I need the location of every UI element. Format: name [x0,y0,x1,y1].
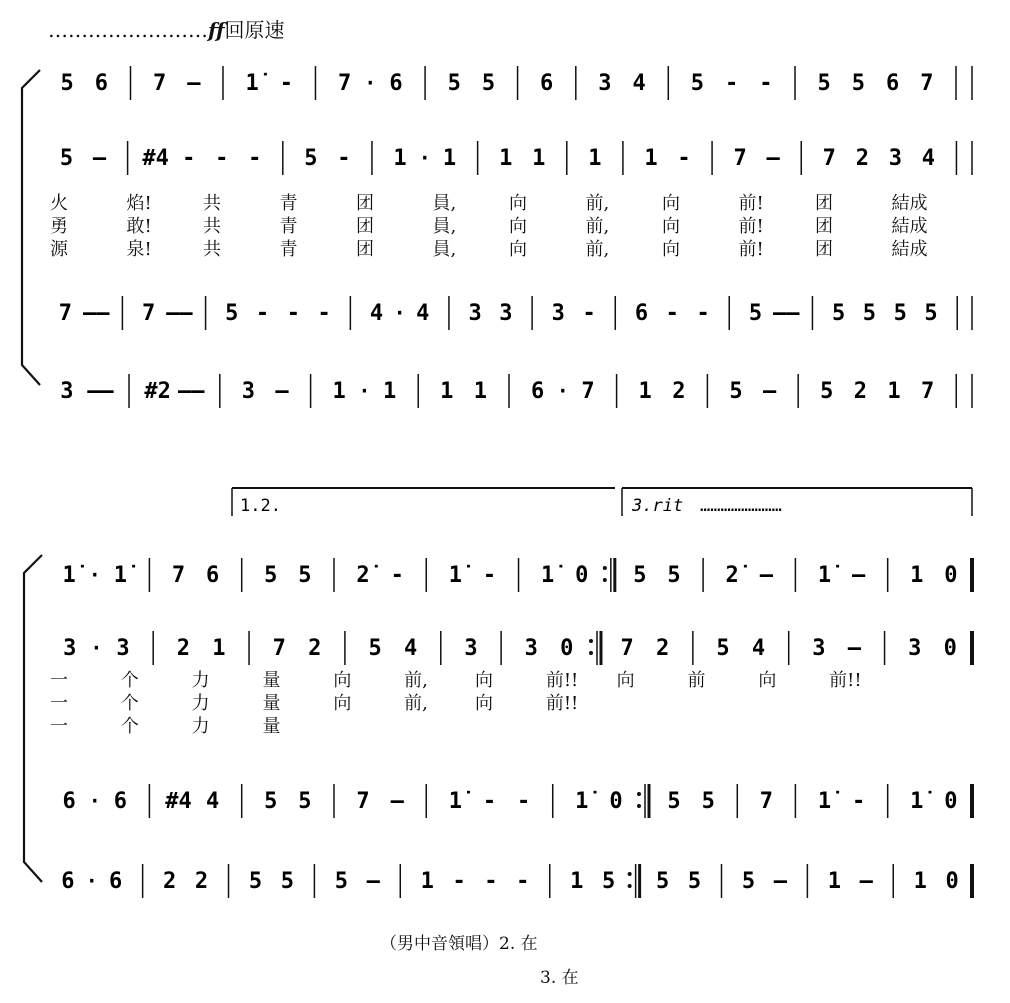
note: 5 [481,71,496,96]
note: 7 [356,789,370,814]
lyric-syllable: 源 [50,239,68,260]
system2-brace [24,555,42,882]
note: 7 [141,301,156,326]
note: 1 [910,563,924,588]
note: 1 [638,379,652,404]
dash-mark: - [452,869,466,894]
note: 1 [393,146,407,171]
note: 3 [598,71,612,96]
note: 6 [113,789,127,814]
note: 6 [206,563,220,588]
dash-mark: — [187,71,201,96]
note: 5 [601,869,616,894]
lyric-syllable: 前 [687,670,706,691]
note: 4 [632,71,646,96]
note: 5 [298,563,312,588]
note: 5 [225,301,239,326]
note: 1 [588,146,602,171]
lyric-syllable: 力 [191,670,210,691]
note: 5 [701,789,715,814]
note: 6 [94,71,109,96]
note: 5 [60,71,74,96]
dash-mark: — [762,379,777,404]
note: 3 [468,301,482,326]
note: 6 [634,301,649,326]
note: 7 [759,789,773,814]
dash-mark: —— [772,301,800,326]
dash-mark: — [366,869,380,894]
stave-system2-2 [63,631,972,665]
tempo-text: 回原速 [224,18,285,42]
note: #4 [165,789,192,814]
lyric-syllable: 泉! [126,239,152,260]
note: 5 [667,789,681,814]
repeat-dot [603,578,607,582]
dash-mark: - [390,563,404,588]
note: 1 [644,146,658,171]
note: 2 [163,869,177,894]
note: 5 [893,301,907,326]
note: 3 [812,636,826,661]
dash-mark: — [847,636,862,661]
stave-system1-1 [61,66,972,100]
lyric-syllable: 前!! [545,693,579,714]
footnote-1: （男中音領唱）2. 在 [380,934,538,954]
note: 5 [851,71,866,96]
note: 3 [241,379,256,404]
lyric-syllable: 員, [432,239,457,260]
lyric-syllable: 火 [50,193,68,214]
dash-mark: — [759,563,773,588]
note: 5 [298,789,312,814]
lyric-syllable: 向 [509,193,527,214]
note: #2 [144,379,171,404]
note: 3 [60,379,74,404]
lyric-syllable: 一 [50,716,68,737]
lyric-syllable: 青 [279,193,298,214]
dash-mark: - [317,301,331,326]
stave-system2-4 [61,864,972,898]
lyric-syllable: 向 [475,693,493,714]
lyric-syllable: 共 [203,216,221,237]
volta-3-label: 3.rit [632,496,684,516]
note: 5 [820,379,834,404]
stave-system1-4 [60,374,972,408]
lyric-syllable: 量 [262,670,281,691]
lyric-syllable: 焰! [126,193,152,214]
dash-mark: - [286,301,300,326]
note: 7 [733,146,747,171]
lyric-syllable: 前!! [545,670,579,691]
lyric-syllable: 前, [585,193,610,214]
dash-mark: — [275,379,289,404]
note: 3 [524,636,538,661]
dash-mark: — [852,563,866,588]
note: 6 [886,71,900,96]
lyric-syllable: 結成 [891,216,928,237]
dash-mark: - [279,71,293,96]
note: 0 [560,636,574,661]
note: 4 [403,636,418,661]
lyric-syllable: 量 [262,716,281,737]
note: 2 [855,146,869,171]
note: 1̇ [817,563,832,588]
note: 1 [440,379,454,404]
note: 4 [369,301,384,326]
note: 4 [206,789,220,814]
note: 2 [194,869,209,894]
dash-mark: - [482,789,497,814]
repeat-dot [637,792,641,796]
note: 1 [383,379,397,404]
note: 1 [913,869,927,894]
lyric-syllable: 前!! [829,670,862,691]
note: 1 [212,636,226,661]
lyric-syllable: 員, [432,193,457,214]
dash-mark: - [725,71,739,96]
note: 3 [63,636,77,661]
tempo-dots: …………………… [48,18,208,42]
dash-mark: - [182,146,196,171]
system1-brace [22,70,40,385]
note: 1̇ [113,563,127,588]
note: 5 [690,71,705,96]
note: 2 [672,379,686,404]
note: 1 [887,379,901,404]
repeat-dot [637,804,641,808]
lyric-syllable: 力 [191,693,210,714]
note: 7 [581,379,595,404]
note: 6 [389,71,403,96]
repeat-dot [628,872,632,876]
note: 5 [368,636,382,661]
dash-mark: — [773,869,787,894]
lyric-syllable: 一 [50,670,68,691]
lyric-syllable: 力 [191,716,210,737]
note: 5 [687,869,702,894]
repeat-dot [628,884,632,888]
lyric-syllable: 敢! [126,216,152,237]
note: 5 [667,563,681,588]
note: 7 [272,636,286,661]
dash-mark: - [852,789,866,814]
note: 7 [920,71,934,96]
note: 1 [827,869,842,894]
repeat-dot [589,639,593,643]
lyric-syllable: 团 [356,193,374,214]
lyric-syllable: 向 [662,193,680,214]
note: 5 [862,301,877,326]
note: 3 [551,301,565,326]
note: 6 [62,789,76,814]
note: 5 [633,563,647,588]
dash-mark: - [255,301,270,326]
lyric-syllable: 前, [404,670,428,691]
note: 1 [332,379,346,404]
note: 1̇ [540,563,555,588]
note: 1̇ [448,563,462,588]
note: 2 [308,636,322,661]
lyric-syllable: 前! [738,239,764,260]
note: 6 [108,869,123,894]
note: 7 [337,71,352,96]
note: 0 [945,869,959,894]
note: 2 [656,636,670,661]
note: 1̇ [910,789,924,814]
note: 1 [532,146,546,171]
dash-mark: —— [166,301,193,326]
note: 3 [888,146,902,171]
dot-mark: · [358,379,371,403]
lyric-syllable: 量 [262,693,281,714]
dot-mark: · [556,379,569,403]
stave-system2-3 [62,784,972,818]
note: 4 [416,301,430,326]
dash-mark: - [215,146,229,171]
lyric-syllable: 一 [50,693,68,714]
dash-mark: - [517,789,531,814]
note: 5 [817,71,831,96]
note: #4 [142,146,169,171]
note: 5 [729,379,743,404]
note: 1 [499,146,513,171]
dash-mark: —— [87,379,114,404]
dash-mark: - [696,301,710,326]
lyric-syllable: 团 [815,193,833,214]
stave-system1-2 [60,141,972,175]
dot-mark: · [85,869,98,893]
dash-mark: — [390,789,404,814]
lyric-syllable: 前! [738,216,764,237]
rit-dots: …………………… [700,496,782,516]
note: 5 [716,636,730,661]
note: 5 [831,301,846,326]
note: 2̇ [725,563,739,588]
note: 2 [853,379,868,404]
note: 5 [447,71,461,96]
note: 0 [943,636,957,661]
note: 3 [908,636,922,661]
note: 0 [609,789,623,814]
note: 1̇ [62,563,76,588]
dot-mark: · [364,71,377,95]
note: 1 [442,146,457,171]
note: 4 [751,636,766,661]
note: 3 [116,636,130,661]
note: 0 [944,563,958,588]
lyric-syllable: 团 [815,216,833,237]
lyric-syllable: 向 [475,670,493,691]
note: 0 [944,789,958,814]
dash-mark: — [92,146,107,171]
note: 5 [280,869,294,894]
note: 7 [152,71,167,96]
note: 0 [575,563,589,588]
lyric-syllable: 勇 [50,216,68,237]
note: 5 [264,789,278,814]
note: 2 [176,636,190,661]
lyric-syllable: 前, [585,239,610,260]
lyric-syllable: 个 [120,716,139,737]
note: 7 [171,563,186,588]
lyric-syllable: 向 [333,693,352,714]
note: 4 [921,146,935,171]
note: 1̇ [575,789,589,814]
note: 5 [248,869,263,894]
lyric-syllable: 青 [279,239,298,260]
lyric-syllable: 团 [356,216,374,237]
note: 6 [530,379,545,404]
dash-mark: —— [177,379,205,404]
lyric-syllable: 向 [758,670,777,691]
dot-mark: · [90,636,103,660]
dash-mark: - [337,146,351,171]
dash-mark: —— [82,301,110,326]
dash-mark: - [248,146,262,171]
note: 1 [420,869,434,894]
note: 1̇ [817,789,832,814]
lyric-syllable: 向 [662,239,680,260]
lyric-syllable: 个 [120,693,139,714]
note: 7 [822,146,836,171]
note: 7 [921,379,935,404]
dash-mark: - [759,71,773,96]
dash-mark: - [582,301,596,326]
lyric-syllable: 前! [738,193,764,214]
dash-mark: - [665,301,679,326]
note: 2̇ [356,563,370,588]
dash-mark: - [677,146,691,171]
stave-system1-3 [59,296,972,330]
lyric-syllable: 向 [616,670,635,691]
note: 6 [61,869,75,894]
note: 5 [334,869,349,894]
note: 6 [540,71,554,96]
note: 7 [620,636,634,661]
lyric-syllable: 向 [509,239,527,260]
dash-mark: — [766,146,780,171]
lyric-syllable: 員, [432,216,457,237]
lyric-syllable: 共 [203,239,221,260]
stave-system2-1 [62,558,972,592]
note: 1 [570,869,584,894]
note: 7 [58,301,73,326]
note: 5 [748,301,763,326]
note: 5 [304,146,318,171]
note: 5 [656,869,670,894]
lyric-syllable: 个 [120,670,139,691]
dash-mark: - [482,563,497,588]
lyric-syllable: 結成 [891,239,928,260]
dash-mark: - [484,869,498,894]
lyric-syllable: 前, [585,216,610,237]
footnote-2: 3. 在 [540,968,579,988]
dynamic-ff: ff [208,18,225,42]
repeat-dot [589,651,593,655]
lyric-syllable: 向 [333,670,352,691]
note: 1̇ [448,789,462,814]
lyric-syllable: 团 [356,239,374,260]
note: 3 [499,301,513,326]
note: 5 [924,301,938,326]
lyric-syllable: 青 [279,216,298,237]
dot-mark: · [418,146,431,170]
note: 1 [473,379,488,404]
lyric-syllable: 向 [662,216,680,237]
volta-brackets [232,488,972,516]
dot-mark: · [88,563,101,587]
note: 1̇ [245,71,259,96]
volta-1-2-label: 1.2. [240,496,281,516]
lyric-syllable: 向 [509,216,527,237]
dot-mark: · [393,301,406,325]
dash-mark: — [859,869,873,894]
lyric-syllable: 团 [815,239,833,260]
repeat-dot [603,566,607,570]
lyric-syllable: 前, [404,693,428,714]
note: 3 [464,636,478,661]
lyric-syllable: 結成 [891,193,928,214]
note: 5 [264,563,278,588]
dot-mark: · [88,789,101,813]
lyric-syllable: 共 [203,193,221,214]
note: 5 [59,146,74,171]
note: 5 [741,869,756,894]
dash-mark: - [516,869,530,894]
